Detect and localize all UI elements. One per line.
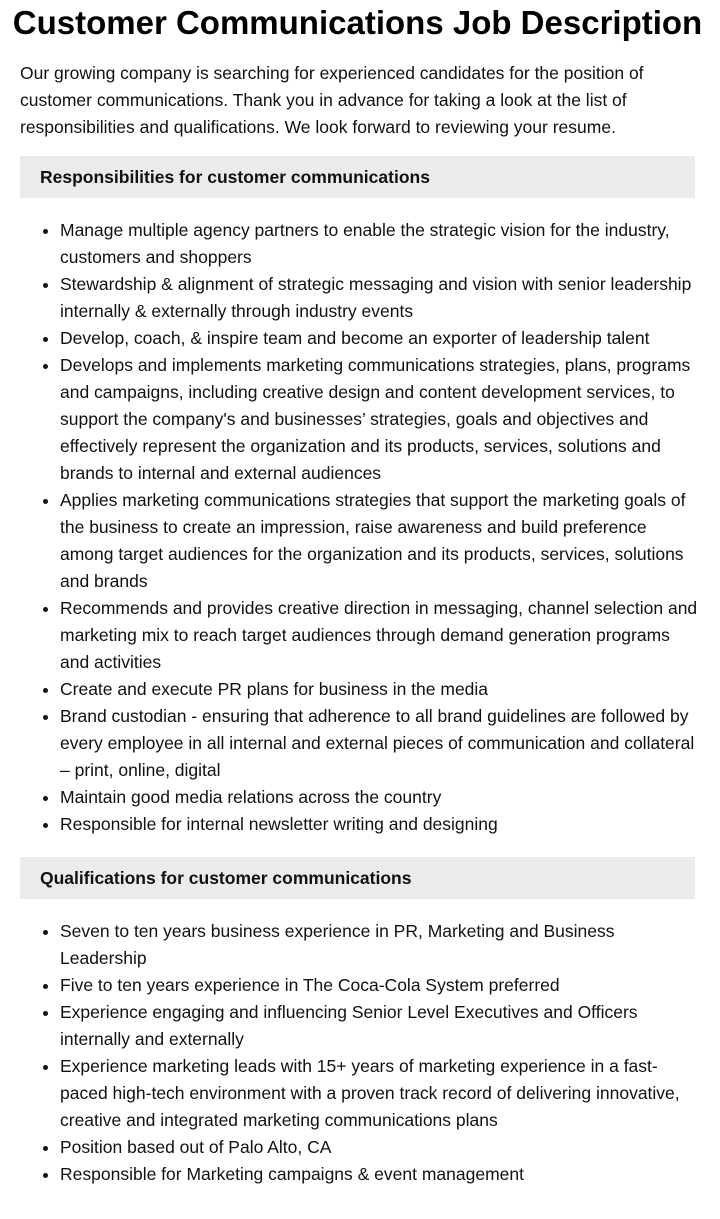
- list-item: • Develop, coach, & inspire team and become an exporter of leadership talent: [60, 325, 700, 352]
- list-item: • Create and execute PR plans for business in the media: [60, 676, 700, 703]
- list-item: • Stewardship & alignment of strategic messaging and vision with senior leadership internally & externally through industry events: [60, 271, 700, 325]
- qualifications-heading: Qualifications for customer communications: [20, 857, 695, 899]
- list-item: • Experience engaging and influencing Senior Level Executives and Officers internally and externally: [60, 999, 700, 1053]
- list-item: • Maintain good media relations across the country: [60, 784, 700, 811]
- list-item: • Experience marketing leads with 15+ years of marketing experience in a fast-paced high-tech environment with a proven track record of delivering innovative, creative and integrated marketing communications plans: [60, 1053, 700, 1134]
- list-item: • Five to ten years experience in The Coca-Cola System preferred: [60, 972, 700, 999]
- list-item: • Responsible for Marketing campaigns & event management: [60, 1161, 700, 1188]
- intro-paragraph: Our growing company is searching for experienced candidates for the position of customer communications. Thank you in advance for taking a look at the list of responsibilities and qualifications. We look forward to reviewing your resume.: [20, 63, 644, 137]
- responsibilities-list: [20, 217, 700, 838]
- responsibilities-heading: Responsibilities for customer communications: [20, 156, 695, 198]
- qualifications-list: [20, 918, 700, 1188]
- list-item: • Recommends and provides creative direction in messaging, channel selection and marketing mix to reach target audiences through demand generation programs and activities: [60, 595, 700, 676]
- list-item: • Position based out of Palo Alto, CA: [60, 1134, 700, 1161]
- list-item: • Responsible for internal newsletter writing and designing: [60, 811, 700, 838]
- page-title: Customer Communications Job Description: [12, 4, 703, 41]
- list-item: • Manage multiple agency partners to enable the strategic vision for the industry, customers and shoppers: [60, 217, 700, 271]
- list-item: • Develops and implements marketing communications strategies, plans, programs and campaigns, including creative design and content development services, to support the company's and businesses’ strategies, goals and objectives and effectively represent the organization and its products, services, solutions and brands to internal and external audiences: [60, 352, 700, 487]
- list-item: • Brand custodian - ensuring that adherence to all brand guidelines are followed by every employee in all internal and external pieces of communication and collateral – print, online, digital: [60, 703, 700, 784]
- list-item: • Seven to ten years business experience in PR, Marketing and Business Leadership: [60, 918, 700, 972]
- list-item: • Applies marketing communications strategies that support the marketing goals of the business to create an impression, raise awareness and build preference among target audiences for the organization and its products, services, solutions and brands: [60, 487, 700, 595]
